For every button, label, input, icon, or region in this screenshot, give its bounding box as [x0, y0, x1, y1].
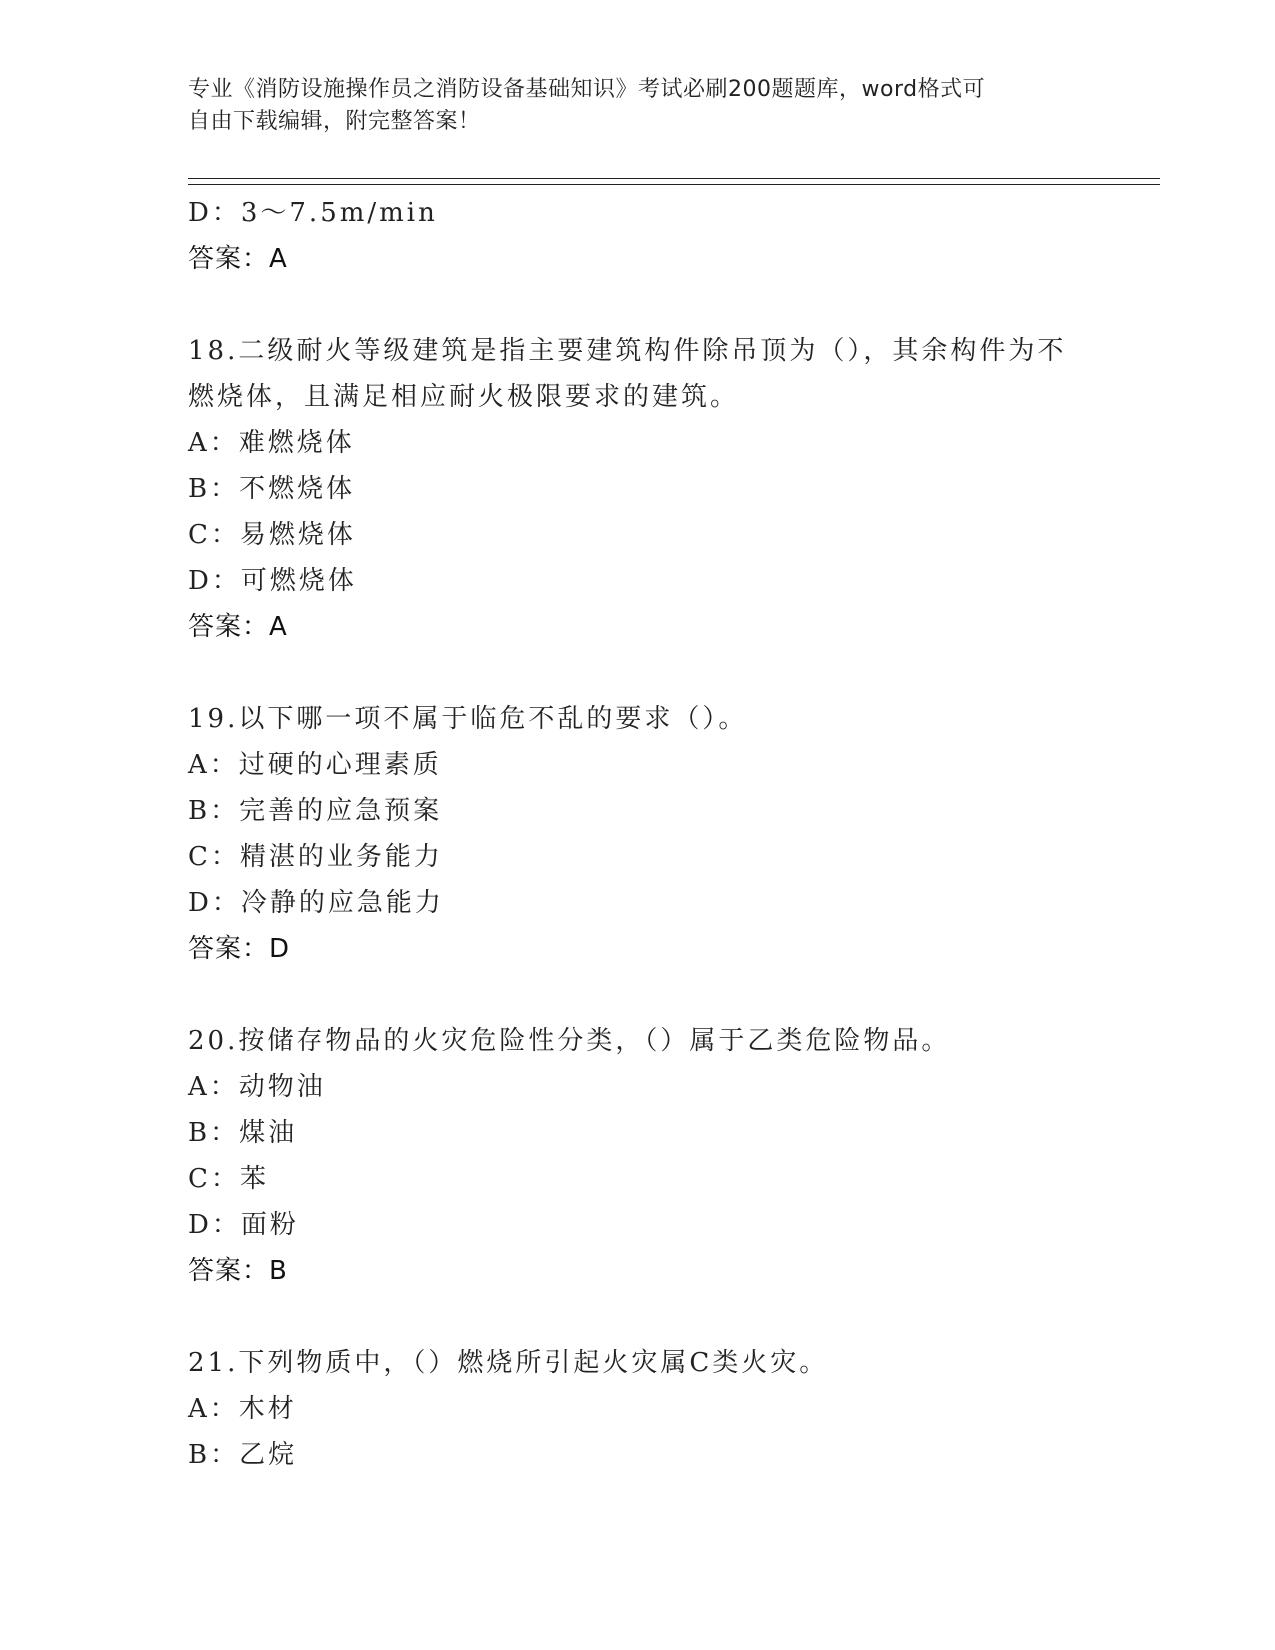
- answer-line: 答案：A: [188, 612, 288, 642]
- option-a: A：木材: [188, 1394, 297, 1424]
- previous-question-tail: [188, 190, 1148, 282]
- option-d: D：面粉: [188, 1210, 299, 1240]
- header-divider: [188, 178, 1160, 185]
- question-stem-continued: 燃烧体，且满足相应耐火极限要求的建筑。: [188, 382, 740, 412]
- answer-line: 答案：A: [188, 244, 288, 274]
- option-a: A：过硬的心理素质: [188, 750, 442, 780]
- question-19: [188, 696, 1148, 972]
- question-20: [188, 1018, 1148, 1294]
- option-c: C：精湛的业务能力: [188, 842, 443, 872]
- option-a: A：难燃烧体: [188, 428, 355, 458]
- document-body: [188, 190, 1148, 1478]
- option-b: B：煤油: [188, 1118, 298, 1148]
- question-21: [188, 1340, 1148, 1478]
- spacer: [188, 650, 1148, 696]
- question-stem: 21.下列物质中，（）燃烧所引起火灾属C类火灾。: [188, 1348, 829, 1378]
- question-stem: 20.按储存物品的火灾危险性分类，（）属于乙类危险物品。: [188, 1026, 951, 1056]
- option-d: D：3～7.5m/min: [188, 198, 438, 228]
- page-header: [188, 74, 1088, 138]
- option-b: B：不燃烧体: [188, 474, 356, 504]
- option-c: C：易燃烧体: [188, 520, 356, 550]
- spacer: [188, 972, 1148, 1018]
- question-18: [188, 328, 1148, 650]
- option-b: B：乙烷: [188, 1440, 298, 1470]
- header-line-2: 自由下载编辑，附完整答案！: [188, 109, 481, 134]
- spacer: [188, 282, 1148, 328]
- answer-line: 答案：B: [188, 1256, 288, 1286]
- option-a: A：动物油: [188, 1072, 326, 1102]
- option-c: C：苯: [188, 1164, 269, 1194]
- question-stem: 19.以下哪一项不属于临危不乱的要求（）。: [188, 704, 748, 734]
- option-b: B：完善的应急预案: [188, 796, 443, 826]
- spacer: [188, 1294, 1148, 1340]
- option-d: D：可燃烧体: [188, 566, 357, 596]
- header-line-1: 专业《消防设施操作员之消防设备基础知识》考试必刷200题题库，word格式可: [188, 77, 986, 102]
- question-stem: 18.二级耐火等级建筑是指主要建筑构件除吊顶为（），其余构件为不: [188, 336, 1067, 366]
- answer-line: 答案：D: [188, 934, 291, 964]
- option-d: D：冷静的应急能力: [188, 888, 444, 918]
